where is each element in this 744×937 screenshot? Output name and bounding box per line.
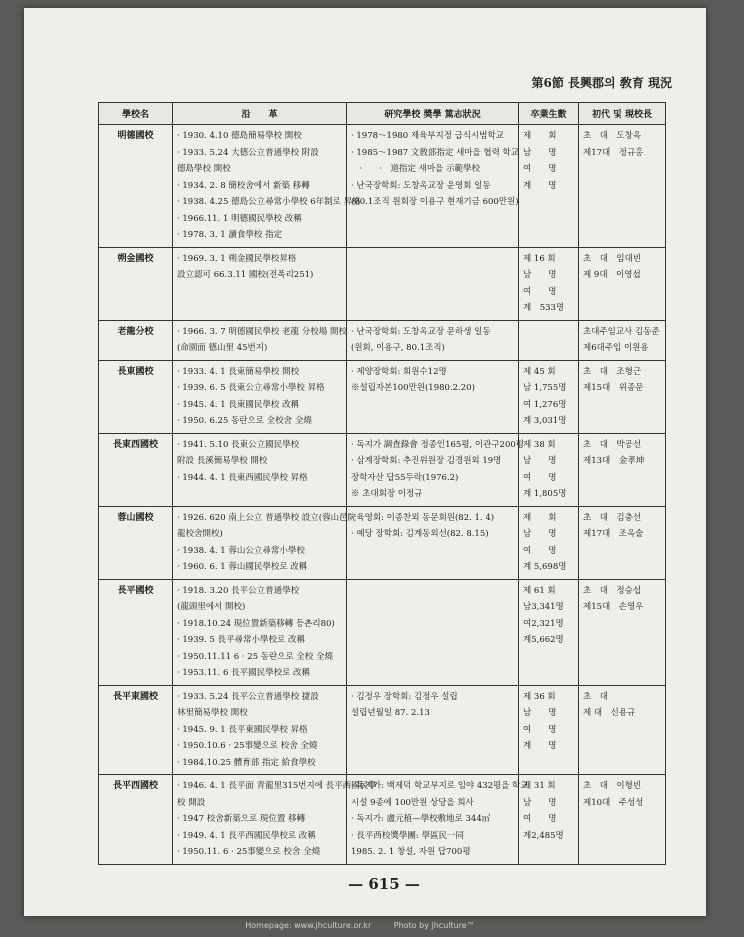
- school-name-cell: 長平國校: [99, 579, 173, 685]
- cell-line: · 난국장학회: 도창옥교장 운영회 일동: [351, 180, 491, 191]
- school-name-cell: 長平西國校: [99, 775, 173, 865]
- graduates-cell: [519, 775, 579, 865]
- cell-line: · 長平西校奬學團: 學區民一同: [351, 830, 464, 841]
- cell-line: · 김정우 장학회: 김정우 설립: [351, 691, 458, 702]
- cell-line: 林里簡易學校 開校: [177, 708, 248, 718]
- cell-line: · 1950.11. 6 · 25事變으로 校舍 全燒: [177, 847, 321, 857]
- principals-cell: [579, 506, 666, 579]
- school-name-cell: 長東國校: [99, 360, 173, 433]
- header-graduates: 卒業生數: [519, 103, 579, 125]
- graduates-cell: [519, 579, 579, 685]
- principals-cell: [579, 775, 666, 865]
- cell-line: · 1933. 4. 1 長東簡易學校 開校: [177, 366, 300, 377]
- cell-line: · 1950.10.6 · 25事變으로 校舍 全燒: [177, 741, 318, 751]
- cell-line: · 1934. 2. 8 簡校舍에서 新築 移轉: [177, 180, 310, 191]
- cell-line: 제17대 정규홍: [583, 147, 644, 158]
- cell-line: · 1926. 620 南上公立 普通學校 設立(蓉山邑院: [177, 512, 357, 523]
- cell-line: 校 開設: [177, 797, 206, 808]
- graduates-cell: [519, 506, 579, 579]
- cell-line: 제 대 신용규: [583, 708, 636, 718]
- cell-line: 계 533명: [523, 303, 565, 313]
- school-name-cell: 朔金國校: [99, 247, 173, 320]
- principals-cell: [579, 685, 666, 775]
- cell-line: (80.1조직 원회장 이용구 현재기금 600만원): [351, 197, 519, 207]
- cell-line: · 1944. 4. 1 長東西國民學校 昇格: [177, 472, 308, 483]
- cell-line: 여2,321명: [523, 618, 564, 629]
- cell-line: (원회, 이용구, 80.1조직): [351, 343, 445, 353]
- cell-line: 제 16 회: [523, 253, 556, 264]
- cell-line: · 1960. 6. 1 蓉山國民學校로 改稱: [177, 562, 308, 572]
- school-name-cell: 長平東國校: [99, 685, 173, 775]
- cell-line: 제6대주임 이원용: [583, 343, 649, 353]
- page-number: — 615 —: [348, 875, 420, 893]
- cell-line: 남 명: [523, 270, 557, 280]
- principals-cell: [579, 247, 666, 320]
- cell-line: 제 9대 이영섭: [583, 270, 641, 280]
- cell-line: 초 대 정승섭: [583, 585, 642, 596]
- cell-line: 계 3,031명: [523, 416, 567, 426]
- cell-line: · 육영회: 이종찬외 동문회원(82. 1. 4): [351, 512, 495, 523]
- history-cell: [173, 775, 377, 865]
- history-cell: [173, 125, 361, 248]
- cell-line: · 독지가 調査錄會 정종인165평, 이관구200평: [351, 439, 524, 450]
- cell-line: 초대주임교사 김동준: [583, 326, 660, 337]
- cell-line: · 1933. 5.24 大德公立普通學校 附設: [177, 147, 319, 158]
- cell-line: 계 5,698명: [523, 562, 567, 572]
- cell-line: · 삼계장학회: 추진위원장 김경원외 19명: [351, 456, 502, 466]
- cell-line: · 1947 校舍新築으로 現位置 移轉: [177, 814, 306, 824]
- cell-line: 초 대 이형빈: [583, 781, 642, 791]
- history-cell: [173, 579, 347, 685]
- cell-line: · 1939. 5 長平尋常小學校로 改稱: [177, 635, 305, 645]
- table-row: [99, 775, 666, 865]
- cell-line: 1985. 2. 1 창설, 자원 답700평: [351, 847, 471, 857]
- cell-line: · 1933. 5.24 長平公立普通學校 捷設: [177, 691, 319, 702]
- cell-line: 여 명: [523, 472, 557, 483]
- cell-line: 남 명: [523, 708, 557, 718]
- cell-line: 여 명: [523, 286, 557, 297]
- cell-line: 남 1,755명: [523, 383, 567, 393]
- cell-line: ※설립자본100만원(1980.2.20): [351, 383, 475, 393]
- cell-line: · 1938. 4. 1 蓉山公立尋常小學校: [177, 545, 305, 556]
- history-cell: [173, 685, 347, 775]
- table-row: [99, 247, 666, 320]
- cell-line: 계 명: [523, 180, 557, 191]
- cell-line: · 제양장학회: 회원수12명: [351, 366, 447, 377]
- cell-line: · 1930. 4.10 德島簡易學校 開校: [177, 131, 302, 141]
- document-page: [24, 8, 706, 916]
- cell-line: 남 명: [523, 797, 557, 808]
- cell-line: · 1978～1980 제육부지정 급식시범학교: [351, 131, 504, 141]
- history-cell: [173, 320, 347, 360]
- cell-line: · 1918.10.24 現位置新築移轉 등촌리80): [177, 618, 335, 629]
- cell-line: 제 38 회: [523, 439, 556, 450]
- cell-line: 남 명: [523, 147, 557, 158]
- history-cell: [173, 433, 347, 506]
- cell-line: · 1985～1987 文敎部指定 새마을 협력 학교: [351, 147, 519, 158]
- school-name-cell: 老龍分校: [99, 320, 173, 360]
- cell-line: 시설 9종에 100만원 상당을 희사: [351, 797, 474, 808]
- principals-cell: [579, 579, 666, 685]
- cell-line: · 1945. 9. 1 長平東國民學校 昇格: [177, 724, 308, 735]
- cell-line: (龍頭里에서 開校): [177, 602, 246, 612]
- cell-line: · 1978. 3. 1 讀食學校 指定: [177, 230, 283, 240]
- principals-cell: [579, 320, 666, 360]
- cell-line: 계5,662명: [523, 635, 564, 645]
- cell-line: 제 36 회: [523, 691, 556, 702]
- research-cell: [347, 360, 519, 433]
- cell-line: 여 명: [523, 545, 557, 556]
- cell-line: 초 대 도창옥: [583, 131, 642, 141]
- cell-line: 계 1,805명: [523, 489, 567, 499]
- principals-cell: [579, 125, 666, 248]
- graduates-cell: [519, 685, 579, 775]
- header-research: 研究學校 奬學 篤志狀況: [347, 103, 519, 125]
- history-cell: [173, 506, 357, 579]
- table-row: [99, 125, 666, 248]
- research-cell: [347, 247, 519, 320]
- cell-line: 德島學校 開校: [177, 164, 231, 174]
- header-principals: 初代 및 現校長: [579, 103, 666, 125]
- graduates-cell: [519, 433, 579, 506]
- principals-cell: [579, 433, 666, 506]
- cell-line: 계2,485명: [523, 830, 564, 841]
- cell-line: · 1949. 4. 1 長平西國民學校로 改稱: [177, 830, 316, 841]
- school-name-cell: 長東西國校: [99, 433, 173, 506]
- cell-line: 남3,341명: [523, 602, 564, 612]
- cell-line: 초 대 박공선: [583, 439, 642, 450]
- cell-line: · 1950.11.11 6 · 25 동란으로 全校 全燒: [177, 651, 334, 662]
- cell-line: 제 회: [523, 512, 557, 523]
- cell-line: · 1941. 5.10 長東公立國民學校: [177, 439, 300, 450]
- cell-line: · 1939. 6. 5 長東公立尋常小學校 昇格: [177, 383, 325, 393]
- credit-homepage: Homepage: www.jhculture.or.kr: [245, 921, 372, 930]
- cell-line: · 1946. 4. 1 長平面 青龍里315번지에 長平西國民學: [177, 781, 377, 791]
- history-cell: [173, 360, 347, 433]
- cell-line: · 예당 장학회: 김계동외선(82. 8.15): [351, 529, 489, 539]
- cell-line: 남 명: [523, 456, 557, 466]
- table-row: [99, 579, 666, 685]
- cell-line: 초 대: [583, 691, 608, 702]
- cell-line: · 1966.11. 1 明德國民學校 改稱: [177, 213, 302, 224]
- table-row: [99, 685, 666, 775]
- research-cell: [347, 125, 519, 248]
- cell-line: · 1938. 4.25 德島公立尋常小學校 6年制로 昇格: [177, 197, 361, 207]
- research-cell: [347, 320, 519, 360]
- cell-line: 제 회: [523, 131, 557, 141]
- table-body: [99, 125, 666, 865]
- research-cell: [347, 433, 524, 506]
- cell-line: 설립년월일 87. 2.13: [351, 708, 430, 718]
- cell-line: · 난국장학회: 도창옥교장 문하생 일동: [351, 326, 491, 337]
- research-cell: [347, 506, 519, 579]
- cell-line: · 1969. 3. 1 朔金國民學校昇格: [177, 253, 297, 264]
- header-history: 沿 革: [173, 103, 347, 125]
- cell-line: 제 45 회: [523, 366, 556, 377]
- cell-line: · 1950. 6.25 동란으로 全校舍 全燒: [177, 416, 312, 426]
- principals-cell: [579, 360, 666, 433]
- cell-line: · 1945. 4. 1 長東國民學校 改稱: [177, 399, 300, 410]
- cell-line: 여 명: [523, 814, 557, 824]
- header-school-name: 學校名: [99, 103, 173, 125]
- cell-line: · 1984.10.25 體育部 指定 給食學校: [177, 757, 316, 768]
- cell-line: · 1918. 3.20 長平公立普通學校: [177, 585, 300, 596]
- cell-line: · 독지가: 盧元植—學校敷地로 344㎡: [351, 814, 491, 824]
- graduates-cell: [519, 247, 579, 320]
- cell-line: 龍校舍開校): [177, 529, 223, 539]
- cell-line: 초 대 김충선: [583, 512, 642, 523]
- cell-line: (命園面 德山里 45번지): [177, 343, 268, 353]
- cell-line: · 1966. 3. 7 明德國民學校 老龍 分校場 開校: [177, 326, 347, 337]
- cell-line: 초 대 조형근: [583, 366, 642, 377]
- cell-line: · 독지가: 백제덕 학교부지로 임야 432평을 학교: [351, 781, 529, 791]
- research-cell: [347, 685, 519, 775]
- cell-line: 계 명: [523, 741, 557, 751]
- cell-line: 제17대 조옥술: [583, 529, 644, 539]
- cell-line: 남 명: [523, 529, 557, 539]
- cell-line: 제 61 회: [523, 585, 556, 596]
- school-history-table: [98, 102, 666, 865]
- school-name-cell: 明德國校: [99, 125, 173, 248]
- graduates-cell: [519, 360, 579, 433]
- cell-line: 장학자산 답55두락(1976.2): [351, 472, 459, 483]
- section-header: 第6節 長興郡의 敎育 現況: [531, 76, 672, 90]
- table-row: [99, 320, 666, 360]
- cell-line: 제10대 주성성: [583, 797, 644, 808]
- research-cell: [347, 579, 519, 685]
- cell-line: 여 명: [523, 164, 557, 174]
- history-cell: [173, 247, 347, 320]
- research-cell: [347, 775, 529, 865]
- cell-line: 設立認可 66.3.11 國校(전폭리251): [177, 270, 314, 280]
- cell-line: 제 31 회: [523, 781, 556, 791]
- photo-credit: [0, 921, 720, 930]
- cell-line: · 1953.11. 6 長平國民學校로 改稱: [177, 668, 310, 678]
- cell-line: 제13대 金孝坤: [583, 456, 645, 466]
- table-row: [99, 433, 666, 506]
- cell-line: 附設 長溪簡易學校 開校: [177, 456, 268, 466]
- table-row: [99, 506, 666, 579]
- cell-line: 여 명: [523, 724, 557, 735]
- cell-line: 제15대 손영우: [583, 602, 644, 612]
- cell-line: 제15대 위종문: [583, 383, 644, 393]
- cell-line: 여 1,276명: [523, 399, 567, 410]
- cell-line: · · 道指定 새마을 示範學校: [351, 164, 480, 174]
- credit-photo: Photo by jhculture™: [393, 921, 475, 930]
- cell-line: 초 대 임대빈: [583, 253, 642, 264]
- graduates-cell: [519, 125, 579, 248]
- school-name-cell: 蓉山國校: [99, 506, 173, 579]
- table-row: [99, 360, 666, 433]
- cell-line: ※ 초대회장 이정규: [351, 489, 423, 499]
- table-header-row: [99, 103, 666, 125]
- graduates-cell: [519, 320, 579, 360]
